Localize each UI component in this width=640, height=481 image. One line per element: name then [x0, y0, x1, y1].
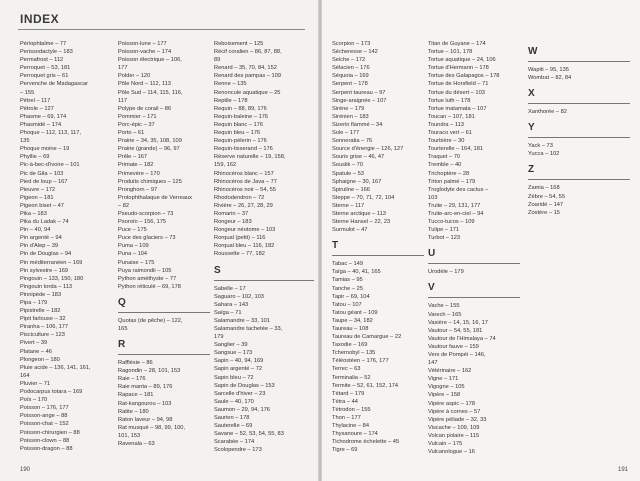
index-entry: Salamandre – 33, 101: [214, 317, 270, 324]
index-entry: Tétrodon – 155: [332, 406, 371, 413]
index-entry: Renoncule aquatique – 25: [214, 89, 281, 96]
index-entry: Rapace – 181: [118, 392, 154, 399]
index-entry: Pluie acide – 136, 141, 161,: [20, 364, 91, 371]
index-entry: Taureau de Camargue – 22: [332, 334, 402, 341]
index-entry: Taïga – 40, 41, 165: [332, 269, 381, 276]
index-entry: Permafrost – 112: [20, 57, 64, 64]
index-entry: Renard – 35, 70, 84, 152: [214, 65, 277, 72]
index-entry: Raton laveur – 94, 98: [118, 416, 173, 423]
index-entry: Tigre – 69: [332, 447, 358, 454]
index-entry: Scolopendre – 173: [214, 447, 262, 454]
index-entry: Vipère à cornes – 57: [428, 408, 481, 415]
index-entry: Polype de corail – 86: [118, 105, 172, 112]
index-entry: Saurien – 178: [214, 415, 250, 422]
index-entry: – 155: [20, 89, 35, 96]
index-column: [428, 40, 520, 456]
index-entry: Poisson-lune – 177: [118, 41, 167, 47]
index-entry: Sirénien – 183: [332, 113, 369, 120]
index-entry: Sahara – 143: [214, 301, 249, 308]
index-entry: Tétra – 44: [332, 398, 358, 405]
index-entry: Varech – 165: [428, 311, 462, 318]
section-divider: [528, 61, 630, 62]
index-entry: Phoque moine – 19: [20, 146, 70, 153]
section-header: [428, 282, 520, 298]
index-entry: Sécheresse – 142: [332, 49, 378, 56]
index-entry: Porc-épic – 37: [118, 121, 155, 128]
index-entry: Sirène – 179: [332, 105, 365, 112]
index-entry: Sapin argenté – 72: [214, 366, 263, 373]
index-entry: Pipistrelle – 182: [20, 308, 61, 315]
index-entry: Taupe – 34, 182: [332, 317, 373, 324]
index-column: [214, 40, 314, 455]
index-entry: Puya raimondii – 105: [118, 267, 172, 274]
index-entry: Poisson électrique – 106,: [118, 57, 182, 64]
index-entry: Poisson-vache – 174: [118, 49, 172, 56]
index-entry: Porto – 61: [118, 130, 145, 137]
index-entry: Sonneratia – 76: [332, 138, 373, 145]
section-header: [528, 88, 630, 104]
index-entry: Salamandre tachetée – 33,: [214, 326, 283, 332]
index-entry: Zostère – 15: [528, 209, 560, 216]
index-entry: Vulcanologue – 16: [428, 449, 475, 456]
index-entry: Phyllie – 69: [20, 154, 50, 161]
index-entry: Tucco-tucos – 109: [428, 219, 475, 226]
index-entry: Pinnipède – 183: [20, 291, 62, 298]
index-entry: Rat musqué – 98, 99, 100,: [118, 424, 186, 431]
index-entry: Pic de Gila – 103: [20, 170, 64, 177]
index-entry: Truite-arc-en-ciel – 94: [428, 210, 484, 217]
index-entry: Vétérinaire – 162: [428, 368, 472, 375]
index-entry: Vautour de l'Himalaya – 74: [428, 335, 496, 342]
index-entry: – 82: [118, 202, 130, 209]
index-entry: Renne – 135: [214, 81, 247, 88]
index-entry: Vigogne – 105: [428, 384, 465, 391]
index-entry: 135: [20, 138, 30, 145]
index-entry: Tortue aquatique – 24, 106: [428, 57, 496, 64]
index-entry: Termite – 52, 61, 152, 174: [332, 382, 399, 389]
index-entry: Tétard – 179: [332, 390, 365, 397]
index-entry: Touraco vert – 61: [428, 130, 472, 137]
index-entry: Spatule – 53: [332, 170, 364, 177]
index-entry: Phoque – 112, 113, 117,: [20, 130, 82, 137]
index-entry: Triton palmé – 179: [428, 178, 476, 185]
index-entry: Yucca – 102: [528, 151, 560, 158]
index-entry: Vipère aspic – 178: [428, 400, 476, 407]
index-entry: Terrec – 63: [332, 366, 361, 373]
index-entry: Rongeur – 183: [214, 219, 252, 226]
index-entry: Zoaridé – 147: [528, 201, 564, 208]
section-divider: [118, 354, 210, 355]
index-entry: Titan de Guyane – 174: [428, 41, 486, 47]
index-entry: Tourterelle – 164, 181: [428, 146, 484, 153]
section-header: [528, 122, 630, 138]
index-entry: Singe-araignée – 107: [332, 97, 387, 104]
index-entry: Séquoia – 169: [332, 73, 369, 80]
section-header: [528, 164, 630, 180]
index-entry: Sterne – 117: [332, 202, 365, 209]
index-entry: Sapin bleu – 72: [214, 374, 254, 381]
index-entry: Pétrole – 127: [20, 105, 54, 112]
section-divider: [528, 179, 630, 180]
index-entry: Pisciculture – 123: [20, 332, 65, 339]
index-entry: Tabac – 149: [332, 261, 363, 268]
index-entry: Pôle Sud – 114, 115, 116,: [118, 89, 183, 96]
index-entry: Raie manta – 89, 176: [118, 384, 173, 391]
index-entry: Wombat – 82, 84: [528, 75, 572, 82]
index-entry: Vache – 155: [428, 303, 460, 310]
index-entry: Sterne arctique – 113: [332, 210, 386, 217]
index-entry: Renard des pampas – 109: [214, 73, 282, 80]
index-entry: Rat-kangourou – 103: [118, 400, 172, 407]
index-column: [332, 40, 424, 455]
index-entry: Récif coralien – 86, 87, 88,: [214, 49, 282, 56]
index-entry: Vulcain – 175: [428, 441, 463, 448]
index-entry: Sélacien – 176: [332, 65, 370, 72]
index-entry: 103: [428, 194, 438, 201]
index-entry: Saule – 40, 170: [214, 398, 254, 405]
index-entry: Pivert – 39: [20, 340, 48, 347]
index-entry: Puce des glaciers – 73: [118, 235, 176, 242]
index-entry: Seiche – 172: [332, 57, 366, 64]
index-entry: Pronghorn – 97: [118, 186, 158, 193]
index-entry: 177: [118, 65, 128, 72]
index-entry: Truite – 29, 131, 177: [428, 202, 481, 209]
index-entry: Tortue d'Hermann – 178: [428, 65, 489, 72]
index-entry: Pin argenté – 94: [20, 235, 62, 242]
index-entry: Pingouin – 133, 150, 180: [20, 275, 84, 282]
index-entry: Serpent – 178: [332, 81, 368, 88]
index-entry: Sabelle – 17: [214, 285, 246, 292]
index-entry: Perissodactyle – 183: [20, 49, 73, 56]
index-entry: Tourbière – 30: [428, 138, 465, 145]
index-entry: 164: [20, 372, 30, 379]
index-entry: Puna – 104: [118, 251, 148, 258]
index-entry: Souris grise – 46, 47: [332, 154, 385, 161]
index-entry: Psoroïn – 156, 175: [118, 219, 167, 226]
index-entry: Vigne – 171: [428, 376, 459, 383]
index-entry: Requin-pèlerin – 176: [214, 138, 267, 145]
section-header: [428, 248, 520, 264]
index-entry: Thysanoure – 174: [332, 431, 378, 438]
index-entry: Tortue luth – 178: [428, 97, 471, 104]
index-entry: 159, 162: [214, 162, 237, 169]
index-entry: Scorpion – 173: [332, 41, 371, 47]
index-entry: Tatou – 107: [332, 301, 362, 308]
section-divider: [528, 137, 630, 138]
index-entry: Prairie – 34, 35, 108, 109: [118, 138, 182, 145]
section-letter: W: [528, 46, 538, 57]
index-entry: Perroquet gris – 61: [20, 73, 69, 80]
index-entry: Phasmidé – 174: [20, 121, 62, 128]
index-entry: Zèbre – 54, 55: [528, 193, 565, 200]
section-header: [118, 297, 210, 313]
index-entry: Pin – 40, 94: [20, 227, 51, 234]
index-entry: Vipère – 158: [428, 392, 461, 399]
section-header: [528, 46, 630, 62]
index-entry: Sauterelle – 69: [214, 423, 253, 430]
index-entry: Vautour fauve – 159: [428, 343, 479, 350]
index-entry: Rhinocéros noir – 54, 55: [214, 186, 276, 193]
index-entry: Pingouin torda – 113: [20, 283, 73, 290]
index-entry: Puma – 109: [118, 243, 149, 250]
index-entry: Urodèle – 179: [428, 269, 464, 276]
index-entry: Vautour – 54, 55, 181: [428, 327, 483, 334]
index-entry: Vipère péliade – 32, 33: [428, 416, 487, 423]
index-entry: Roussette – 77, 182: [214, 251, 265, 258]
index-entry: Pika du Ladak – 74: [20, 219, 69, 226]
index-entry: 147: [428, 360, 438, 367]
index-entry: Rhinocéros de Java – 77: [214, 178, 277, 185]
index-entry: Pin méditerranéen – 169: [20, 259, 83, 266]
index-entry: Requin-baleine – 176: [214, 113, 269, 120]
index-entry: Pic-à-bec-d'ivoire – 101: [20, 162, 80, 169]
section-divider: [118, 312, 210, 313]
index-entry: Tortue du désert – 103: [428, 89, 485, 96]
index-entry: Sizerin flammé – 34: [332, 121, 383, 128]
index-entry: Pluvier – 71: [20, 380, 51, 387]
index-entry: Viscache – 109, 109: [428, 424, 480, 431]
index-entry: Ratite – 180: [118, 408, 149, 415]
index-entry: Quotas (de pêche) – 122,: [118, 317, 183, 324]
index-entry: Ravenala – 63: [118, 441, 155, 448]
index-column: [20, 40, 112, 453]
index-entry: Traquet – 70: [428, 154, 461, 161]
index-entry: Saïga – 71: [214, 309, 242, 316]
index-entry: Surmulot – 47: [332, 227, 368, 234]
index-entry: Raie – 176: [118, 376, 146, 383]
index-entry: Pseudo-scorpion – 73: [118, 210, 174, 217]
section-header: [214, 265, 314, 281]
index-entry: Pigeon biset – 47: [20, 202, 64, 209]
index-entry: Steppe – 70, 71, 72, 104: [332, 194, 395, 201]
index-entry: Poisson-chat – 152: [20, 421, 69, 428]
index-entry: Poisson-clown – 88: [20, 437, 70, 444]
section-divider: [332, 255, 424, 256]
index-entry: Xanthorée – 82: [528, 109, 567, 116]
section-letter: V: [428, 282, 435, 294]
index-entry: Primate – 182: [118, 162, 154, 169]
index-entry: Rongeur néotome – 103: [214, 227, 276, 234]
index-entry: Reptile – 178: [214, 97, 248, 104]
index-entry: Périophtalme – 77: [20, 41, 67, 47]
index-entry: Requin bleu – 176: [214, 130, 261, 137]
section-header: [332, 240, 424, 256]
index-entry: Sole – 177: [332, 130, 360, 137]
index-entry: Platane – 46: [20, 348, 52, 355]
page-number: 191: [617, 467, 628, 473]
index-entry: Pervenche de Madagascar: [20, 81, 88, 88]
index-entry: Troglodyte des cactus –: [428, 186, 489, 193]
index-entry: Poïs – 170: [20, 397, 48, 404]
index-entry: Romarin – 37: [214, 210, 249, 217]
index-entry: Polder – 120: [118, 73, 151, 80]
index-entry: Tortue – 101, 178: [428, 49, 473, 56]
title-divider: [18, 29, 305, 30]
page-title: INDEX: [20, 12, 60, 26]
index-entry: Perroquet – 53, 181: [20, 65, 71, 72]
index-entry: Trichoptère – 28: [428, 170, 470, 177]
index-entry: Puce – 175: [118, 227, 147, 234]
index-entry: Rorqual bleu – 116, 182: [214, 243, 275, 250]
index-entry: Réserve naturelle – 19, 158,: [214, 154, 286, 161]
index-entry: Pin de Douglas – 94: [20, 251, 72, 258]
index-entry: Serpent taureau – 97: [332, 89, 386, 96]
section-letter: Q: [118, 296, 126, 308]
index-entry: Toucan – 107, 181: [428, 113, 475, 120]
index-entry: Tamias – 95: [332, 277, 363, 284]
index-column: [118, 40, 210, 448]
section-divider: [214, 280, 314, 281]
index-entry: Tapir – 69, 104: [332, 293, 370, 300]
index-entry: Souslik – 70: [332, 162, 363, 169]
index-entry: Tulipe – 171: [428, 227, 460, 234]
index-entry: Volcan polaire – 115: [428, 432, 480, 439]
section-divider: [428, 263, 520, 264]
index-entry: Phasme – 69, 174: [20, 113, 67, 120]
section-divider: [528, 103, 630, 104]
index-entry: Turbot – 123: [428, 235, 461, 242]
index-entry: Rivière – 26, 27, 28, 29: [214, 202, 273, 209]
section-letter: U: [428, 248, 436, 260]
section-letter: S: [214, 264, 221, 276]
index-entry: Pin sylvestre – 169: [20, 267, 69, 274]
index-entry: Thon – 177: [332, 415, 361, 422]
index-entry: Terminalia – 52: [332, 374, 371, 381]
index-entry: Vers de Pompéi – 146,: [428, 352, 486, 358]
index-entry: Requin – 88, 89, 176: [214, 105, 267, 112]
section-letter: T: [332, 240, 339, 252]
index-entry: Tortue de Horsfield – 71: [428, 81, 489, 88]
index-entry: Podocarpus totara – 169: [20, 389, 83, 396]
index-entry: Tchernobyl – 135: [332, 350, 376, 357]
index-entry: Protophthalaque de Verreaux: [118, 194, 192, 201]
index-entry: 89: [214, 57, 221, 64]
index-entry: Python réticulé – 69, 178: [118, 283, 181, 290]
right-page: [320, 0, 640, 481]
index-entry: Thylacine – 84: [332, 423, 369, 430]
index-entry: Sangsue – 173: [214, 350, 253, 357]
index-entry: Taureau – 108: [332, 326, 369, 332]
index-entry: Saumon – 29, 94, 176: [214, 406, 270, 413]
index-entry: Produits chimiques – 125: [118, 178, 182, 185]
index-entry: Prairie (grande) – 96, 97: [118, 146, 180, 153]
index-entry: Tortue matamata – 107: [428, 105, 487, 112]
index-entry: Requin-tisserand – 176: [214, 146, 273, 153]
index-entry: Pétrel – 117: [20, 97, 51, 104]
index-entry: Vasière – 14, 15, 16, 17: [428, 319, 488, 326]
index-entry: Sphaigne – 30, 167: [332, 178, 382, 185]
index-entry: Pin d'Alep – 39: [20, 243, 59, 250]
index-entry: Tanche – 25: [332, 285, 363, 292]
index-entry: Prêle – 167: [118, 154, 148, 161]
index-entry: Tichodrome échelette – 45: [332, 439, 400, 446]
section-letter: R: [118, 339, 126, 351]
index-entry: Requin blanc – 176: [214, 121, 264, 128]
index-entry: Plongeon – 180: [20, 356, 60, 363]
index-entry: Pika – 183: [20, 210, 47, 217]
index-entry: Sapin – 40, 94, 169: [214, 358, 264, 365]
index-entry: Scarabée – 174: [214, 439, 255, 446]
book-gutter: [318, 0, 322, 481]
index-entry: Pommier – 171: [118, 113, 157, 120]
index-entry: Tremble – 40: [428, 162, 462, 169]
index-entry: Tortue des Galapagos – 178: [428, 73, 500, 80]
index-entry: Reboisement – 125: [214, 41, 264, 47]
index-column: [528, 40, 630, 217]
index-entry: Pigeon – 181: [20, 194, 54, 201]
section-letter: Y: [528, 122, 535, 134]
section-letter: Z: [528, 164, 535, 176]
section-header: [118, 339, 210, 355]
index-entry: Zamia – 168: [528, 185, 560, 192]
index-entry: Primevère – 170: [118, 170, 160, 177]
index-entry: Yack – 73: [528, 143, 553, 150]
index-entry: Tatou géant – 109: [332, 309, 378, 316]
index-entry: Téléostéen – 176, 177: [332, 358, 389, 365]
index-entry: Poisson-dragon – 88: [20, 445, 73, 452]
index-entry: Pipit farlouse – 32: [20, 316, 66, 323]
index-entry: Rhinocéros blanc – 157: [214, 170, 274, 177]
index-entry: Poisson – 176, 177: [20, 405, 69, 412]
index-entry: Pieuvre – 172: [20, 186, 56, 193]
index-entry: Python améthyste – 77: [118, 275, 177, 282]
index-entry: Taxodie – 169: [332, 342, 368, 349]
index-entry: Pôle Nord – 112, 113: [118, 81, 171, 88]
index-entry: Punaise – 175: [118, 259, 155, 266]
index-entry: Savane – 52, 53, 54, 55, 83: [214, 431, 284, 438]
index-entry: Toundra – 113: [428, 121, 464, 128]
index-entry: Ragondin – 28, 101, 153: [118, 368, 181, 375]
index-entry: Sapin de Douglas – 153: [214, 382, 275, 389]
index-entry: Piranha – 106, 177: [20, 324, 69, 331]
section-letter: X: [528, 88, 535, 100]
index-entry: Poisson-ange – 88: [20, 413, 68, 420]
index-entry: Sterne Hansel – 22, 23: [332, 219, 391, 226]
index-entry: 101, 153: [118, 432, 141, 439]
index-entry: Pipa – 179: [20, 300, 48, 306]
index-entry: Poisson-chirurgien – 88: [20, 429, 80, 436]
index-entry: Rafflésie – 86: [118, 360, 153, 367]
index-entry: Sanglier – 39: [214, 342, 248, 349]
index-entry: Rorqual (petit) – 116: [214, 235, 266, 242]
index-entry: 165: [118, 326, 128, 332]
index-entry: 179: [214, 334, 224, 341]
index-entry: Wapiti – 95, 135: [528, 67, 569, 73]
index-entry: Spiruline – 166: [332, 186, 370, 193]
index-entry: Rhododendron – 72: [214, 194, 265, 201]
index-entry: Saguaro – 102, 103: [214, 293, 264, 300]
page-number: 190: [20, 467, 31, 473]
index-entry: Source d'énergie – 126, 127: [332, 146, 404, 153]
index-entry: 117: [118, 97, 128, 104]
section-divider: [428, 297, 520, 298]
index-entry: Pied de loup – 167: [20, 178, 68, 185]
index-entry: Sarcelle d'hiver – 23: [214, 390, 266, 397]
